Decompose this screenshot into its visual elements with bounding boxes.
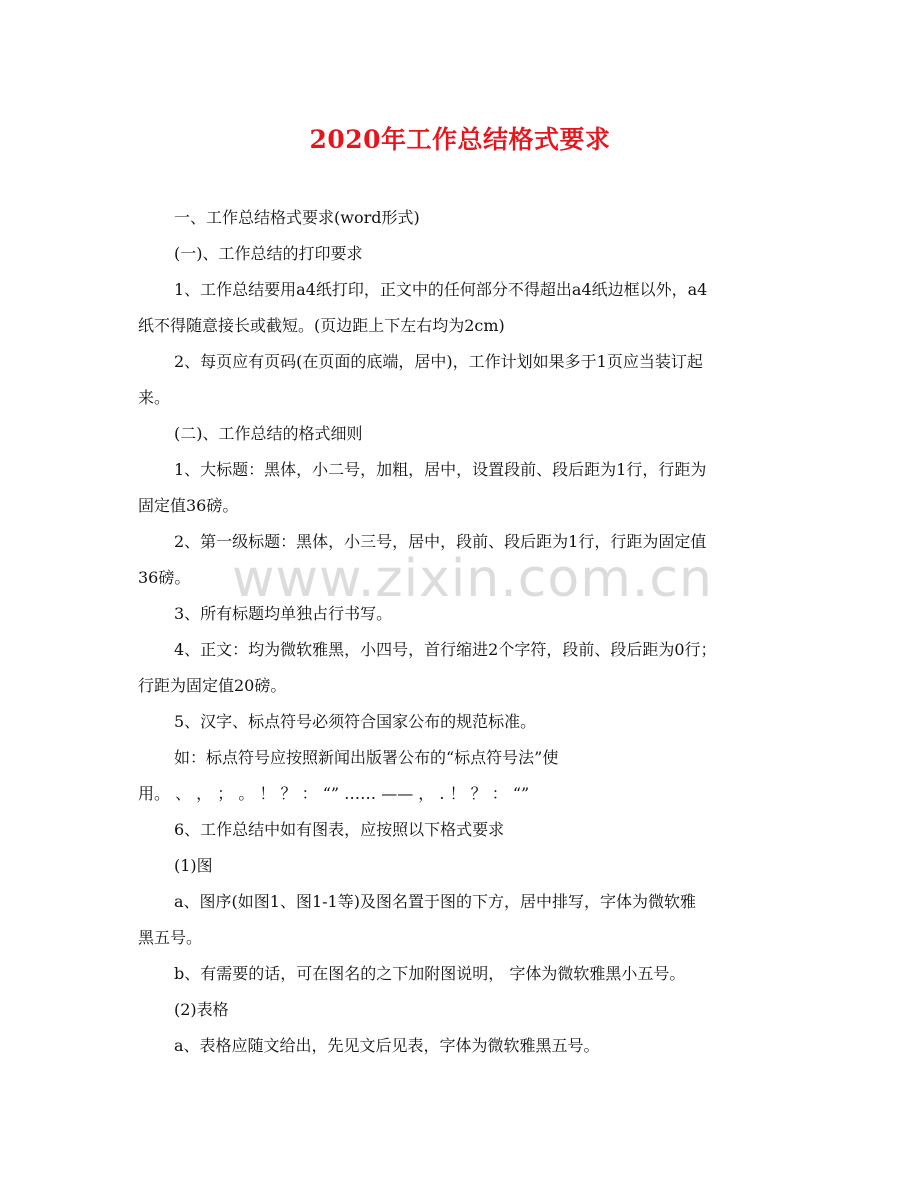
paragraph-line: 纸不得随意接长或截短。(页边距上下左右均为2cm) bbox=[138, 316, 505, 335]
paragraph-line: 36磅。 bbox=[138, 568, 191, 587]
paragraph-line: 2、第一级标题：黑体，小三号，居中，段前、段后距为1行，行距为固定值 bbox=[174, 532, 707, 551]
paragraph-line: 4、正文：均为微软雅黑，小四号，首行缩进2个字符，段前、段后距为0行； bbox=[174, 640, 717, 659]
paragraph-line: a、表格应随文给出，先见文后见表，字体为微软雅黑五号。 bbox=[174, 1036, 600, 1055]
document-title: 2020年工作总结格式要求 bbox=[309, 125, 611, 154]
paragraph-line: 1、工作总结要用a4纸打印，正文中的任何部分不得超出a4纸边框以外，a4 bbox=[174, 280, 708, 299]
paragraph-line: 固定值36磅。 bbox=[138, 496, 239, 515]
paragraph-line: b、有需要的话，可在图名的之下加附图说明， 字体为微软雅黑小五号。 bbox=[174, 964, 686, 983]
section-heading: 一、工作总结格式要求(word形式) bbox=[174, 208, 420, 227]
paragraph-line: 2、每页应有页码(在页面的底端，居中)，工作计划如果多于1页应当装订起 bbox=[174, 352, 703, 371]
subsection-heading: (1)图 bbox=[174, 856, 213, 875]
subsection-heading: (2)表格 bbox=[174, 1000, 229, 1019]
paragraph-line: 来。 bbox=[138, 388, 171, 407]
watermark: www.zixin.com.cn bbox=[232, 549, 713, 609]
paragraph-line: 5、汉字、标点符号必须符合国家公布的规范标准。 bbox=[174, 712, 537, 731]
paragraph-line: 黑五号。 bbox=[138, 928, 203, 947]
paragraph-line: 1、大标题：黑体，小二号，加粗，居中，设置段前、段后距为1行，行距为 bbox=[174, 460, 707, 479]
subsection-heading: (一)、工作总结的打印要求 bbox=[174, 244, 363, 263]
paragraph-line: 3、所有标题均单独占行书写。 bbox=[174, 604, 393, 623]
paragraph-line: a、图序(如图1、图1-1等)及图名置于图的下方，居中排写，字体为微软雅 bbox=[174, 892, 696, 911]
paragraph-line: 如：标点符号应按照新闻出版署公布的“标点符号法”使 bbox=[174, 748, 559, 767]
paragraph-line: 行距为固定值20磅。 bbox=[138, 676, 287, 695]
paragraph-line: 用。 、 ， ； 。 ！ ？ ： “” …… —— ， . ！ ？ ： “” bbox=[138, 784, 530, 803]
paragraph-line: 6、工作总结中如有图表，应按照以下格式要求 bbox=[174, 820, 505, 839]
subsection-heading: (二)、工作总结的格式细则 bbox=[174, 424, 363, 443]
